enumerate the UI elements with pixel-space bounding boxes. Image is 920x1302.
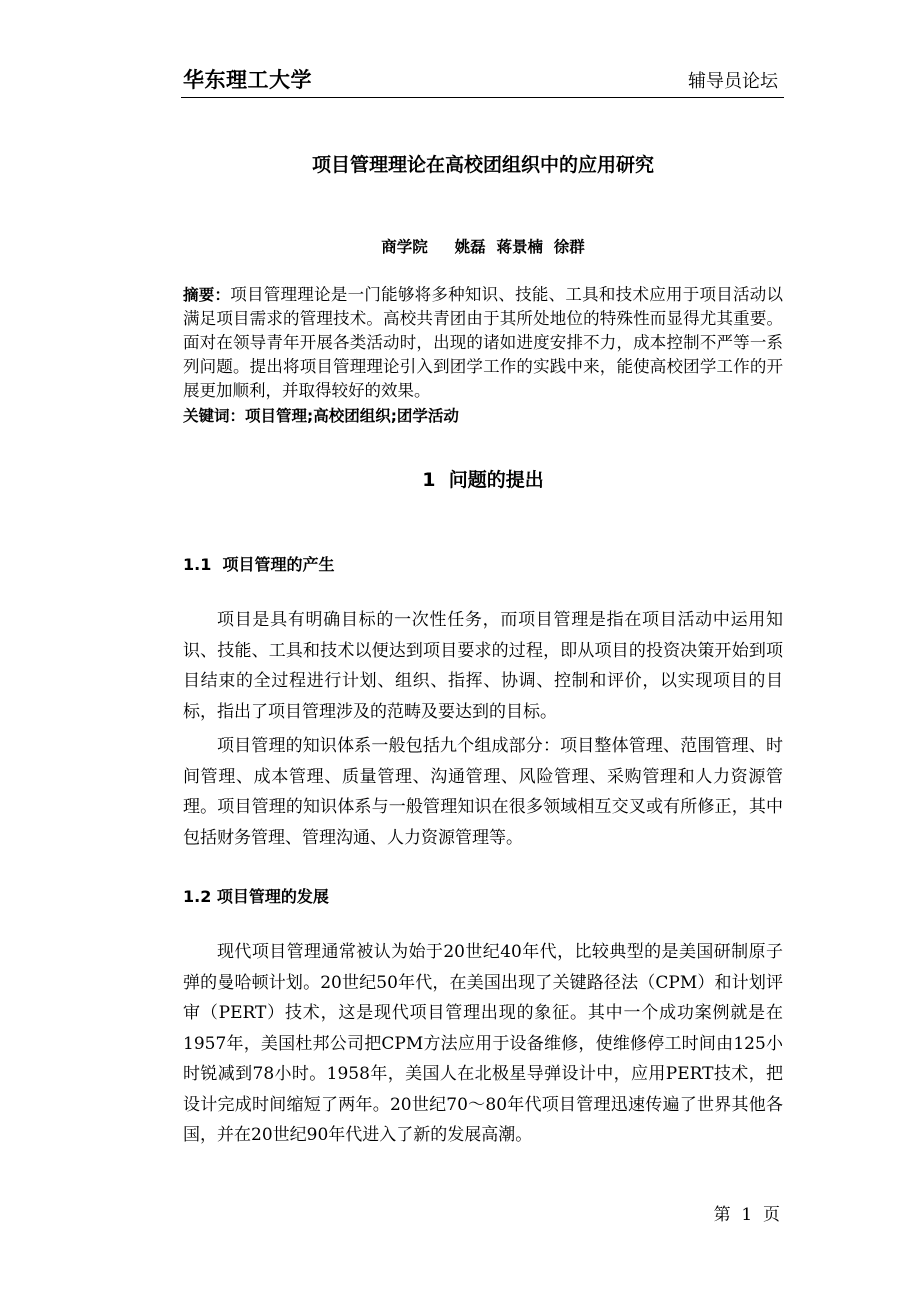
paragraph: 现代项目管理通常被认为始于20世纪40年代，比较典型的是美国研制原子弹的曼哈顿计划。20世纪50年代，在美国出现了关键路径法（CPM）和计划评审（PERT）技术，这是现代项目管理出现的象征。其中一个成功案例就是在1957年，美国杜邦公司把CPM方法应用于设备维修，使维修停工时间由125小时锐减到78小时。1958年，美国人在北极星导弹设计中，应用PERT技术，把设计完成时间缩短了两年。20世纪70～80年代项目管理迅速传遍了世界其他各国，并在20世纪90年代进入了新的发展高潮。 [183, 942, 783, 1145]
header-divider [181, 97, 784, 98]
abstract-text: 项目管理理论是一门能够将多种知识、技能、工具和技术应用于项目活动以满足项目需求的管理技术。高校共青团由于其所处地位的特殊性而显得尤其重要。面对在领导青年开展各类活动时，出现的诸如进度安排不力，成本控制不严等一系列问题。提出将项目管理理论引入到团学工作的实践中来，能使高校团学工作的开展更加顺利，并取得较好的效果。 [183, 285, 783, 400]
header-column: 辅导员论坛 [688, 71, 778, 92]
subsection-heading: 1.1 项目管理的产生 [183, 555, 335, 574]
abstract [183, 283, 783, 403]
paper-authors: 商学院 姚磊 蒋景楠 徐群 [381, 238, 585, 256]
paragraph: 项目管理的知识体系一般包括九个组成部分：项目整体管理、范围管理、时间管理、成本管理、质量管理、沟通管理、风险管理、采购管理和人力资源管理。项目管理的知识体系与一般管理知识在很多领域相互交叉或有所修正，其中包括财务管理、管理沟通、人力资源管理等。 [183, 736, 783, 848]
paper-title: 项目管理理论在高校团组织中的应用研究 [311, 154, 654, 176]
section-heading: 1 问题的提出 [422, 469, 544, 491]
header-university: 华东理工大学 [183, 68, 312, 92]
page-number: 第 1 页 [713, 1205, 780, 1225]
subsection-heading: 1.2 项目管理的发展 [183, 887, 329, 906]
abstract-label: 摘要： [183, 286, 231, 304]
paragraph: 项目是具有明确目标的一次性任务，而项目管理是指在项目活动中运用知识、技能、工具和技术以便达到项目要求的过程，即从项目的投资决策开始到项目结束的全过程进行计划、组织、指挥、协调、控制和评价，以实现项目的目标，指出了项目管理涉及的范畴及要达到的目标。 [183, 610, 783, 722]
keywords: 关键词：项目管理;高校团组织;团学活动 [183, 407, 459, 425]
